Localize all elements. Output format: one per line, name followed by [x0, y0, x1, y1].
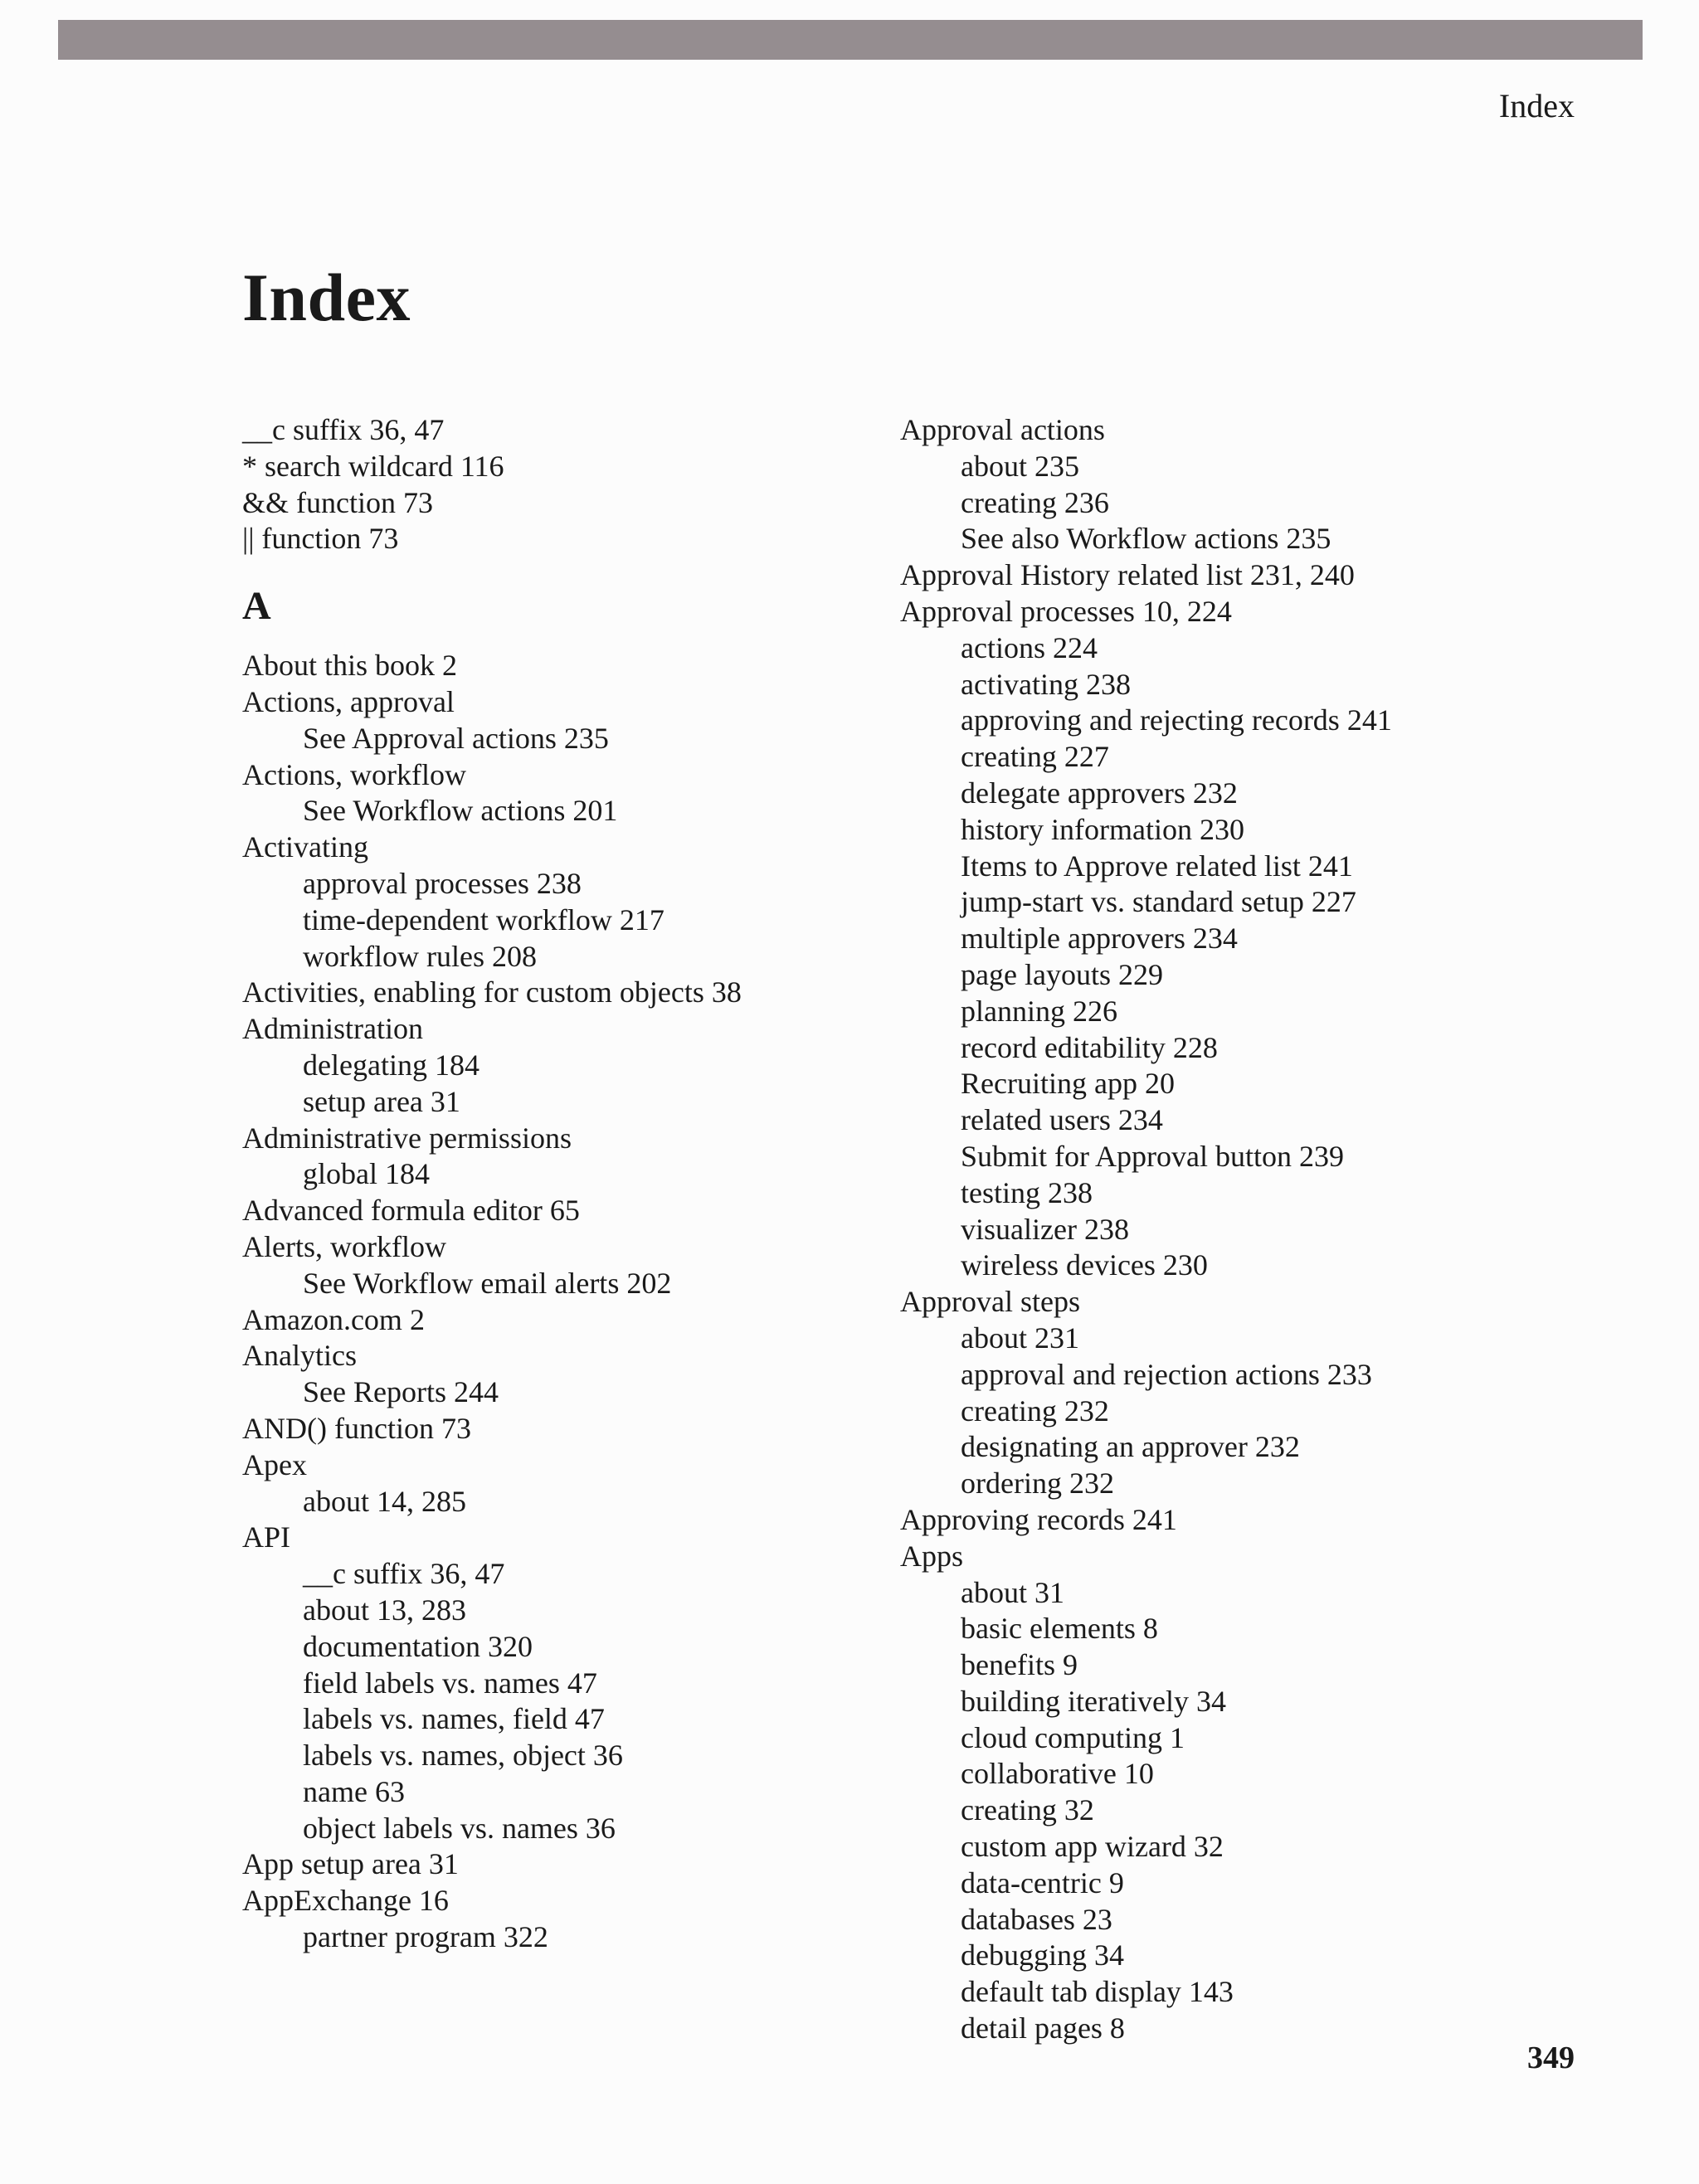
letter-a-entries [242, 648, 873, 1956]
index-entry: Advanced formula editor 65 [242, 1194, 580, 1228]
index-entry: || function 73 [242, 522, 399, 556]
index-subentry: related users 234 [961, 1103, 1163, 1137]
index-entry: Actions, workflow [242, 757, 466, 791]
index-subentry: building iteratively 34 [961, 1684, 1226, 1718]
index-subentry: about 231 [961, 1321, 1079, 1355]
index-subentry: wireless devices 230 [961, 1248, 1208, 1282]
approval-apps-entries [900, 412, 1531, 2047]
index-entry: Activating [242, 830, 368, 864]
index-entry: Apex [242, 1447, 307, 1481]
index-subentry: delegating 184 [303, 1048, 480, 1082]
index-subentry: global 184 [303, 1157, 430, 1191]
index-entry: Approval steps [900, 1285, 1080, 1319]
header-bar [58, 20, 1643, 60]
index-subentry: name 63 [303, 1774, 405, 1808]
index-entry: Approving records 241 [900, 1502, 1177, 1536]
index-subentry: actions 224 [961, 630, 1098, 664]
index-subentry: field labels vs. names 47 [303, 1666, 597, 1700]
symbol-entries [242, 412, 873, 557]
index-subentry: approval processes 238 [303, 866, 582, 900]
index-subentry: testing 238 [961, 1175, 1093, 1209]
index-subentry: ordering 232 [961, 1467, 1114, 1501]
index-subentry: See Approval actions 235 [303, 721, 609, 755]
index-entry: Approval actions [900, 413, 1105, 446]
index-entry: Analytics [242, 1339, 357, 1373]
page-title: Index [242, 260, 411, 335]
index-subentry: databases 23 [961, 1902, 1112, 1936]
index-subentry: designating an approver 232 [961, 1430, 1300, 1464]
index-entry: About this book 2 [242, 649, 458, 683]
index-subentry: history information 230 [961, 812, 1244, 846]
index-subentry: page layouts 229 [961, 957, 1163, 991]
index-subentry: custom app wizard 32 [961, 1830, 1224, 1864]
index-subentry: creating 227 [961, 740, 1109, 774]
index-subentry: collaborative 10 [961, 1757, 1154, 1791]
index-subentry: basic elements 8 [961, 1612, 1158, 1646]
index-subentry: documentation 320 [303, 1629, 533, 1663]
index-subentry: creating 32 [961, 1793, 1094, 1827]
index-subentry: Items to Approve related list 241 [961, 849, 1353, 883]
index-subentry: time-dependent workflow 217 [303, 902, 665, 936]
index-subentry: jump-start vs. standard setup 227 [961, 885, 1356, 919]
index-subentry: approval and rejection actions 233 [961, 1357, 1372, 1391]
index-subentry: about 235 [961, 449, 1079, 483]
index-subentry: creating 236 [961, 485, 1109, 519]
index-subentry: visualizer 238 [961, 1212, 1129, 1246]
index-entry: Alerts, workflow [242, 1229, 446, 1263]
index-subentry: labels vs. names, object 36 [303, 1739, 623, 1773]
index-column-right [900, 412, 1531, 2047]
running-head: Index [1498, 87, 1575, 124]
index-subentry: delegate approvers 232 [961, 776, 1238, 810]
index-subentry: planning 226 [961, 994, 1117, 1028]
index-subentry: Recruiting app 20 [961, 1067, 1175, 1101]
index-subentry: default tab display 143 [961, 1975, 1234, 2009]
index-entry: Approval processes 10, 224 [900, 594, 1232, 628]
index-subentry: See Reports 244 [303, 1375, 499, 1409]
letter-heading: A [242, 584, 271, 629]
index-subentry: approving and rejecting records 241 [961, 703, 1392, 737]
index-entry: App setup area 31 [242, 1847, 459, 1881]
index-subentry: multiple approvers 234 [961, 922, 1238, 956]
index-subentry: about 13, 283 [303, 1593, 466, 1627]
index-subentry: record editability 228 [961, 1030, 1218, 1064]
index-subentry: debugging 34 [961, 1938, 1124, 1972]
index-subentry: labels vs. names, field 47 [303, 1702, 605, 1736]
index-entry: AND() function 73 [242, 1411, 471, 1445]
index-entry: AppExchange 16 [242, 1884, 449, 1918]
index-subentry: benefits 9 [961, 1648, 1078, 1682]
index-subentry: setup area 31 [303, 1084, 460, 1118]
index-subentry: Submit for Approval button 239 [961, 1139, 1344, 1173]
index-subentry: about 14, 285 [303, 1484, 466, 1518]
index-subentry: See Workflow email alerts 202 [303, 1266, 672, 1300]
index-subentry: cloud computing 1 [961, 1720, 1185, 1754]
index-subentry: workflow rules 208 [303, 939, 537, 973]
index-subentry: activating 238 [961, 667, 1131, 701]
page-number: 349 [1527, 2041, 1575, 2075]
index-subentry: See also Workflow actions 235 [961, 522, 1331, 556]
index-entry: Activities, enabling for custom objects 38 [242, 975, 742, 1009]
index-subentry: creating 232 [961, 1394, 1109, 1428]
index-column-left [242, 412, 873, 1956]
index-entry: && function 73 [242, 485, 433, 519]
index-subentry: about 31 [961, 1575, 1064, 1609]
index-entry: API [242, 1520, 291, 1554]
index-subentry: See Workflow actions 201 [303, 794, 618, 828]
index-entry: Approval History related list 231, 240 [900, 558, 1355, 592]
index-subentry: __c suffix 36, 47 [303, 1557, 505, 1591]
index-entry: __c suffix 36, 47 [242, 413, 445, 446]
index-subentry: detail pages 8 [961, 2011, 1125, 2045]
index-subentry: object labels vs. names 36 [303, 1811, 616, 1845]
index-entry: Amazon.com 2 [242, 1302, 425, 1336]
index-entry: Actions, approval [242, 684, 455, 718]
index-subentry: data-centric 9 [961, 1865, 1124, 1899]
index-entry: Administration [242, 1012, 423, 1046]
index-entry: * search wildcard 116 [242, 449, 504, 483]
index-entry: Apps [900, 1539, 964, 1573]
index-subentry: partner program 322 [303, 1920, 548, 1954]
index-entry: Administrative permissions [242, 1121, 572, 1155]
